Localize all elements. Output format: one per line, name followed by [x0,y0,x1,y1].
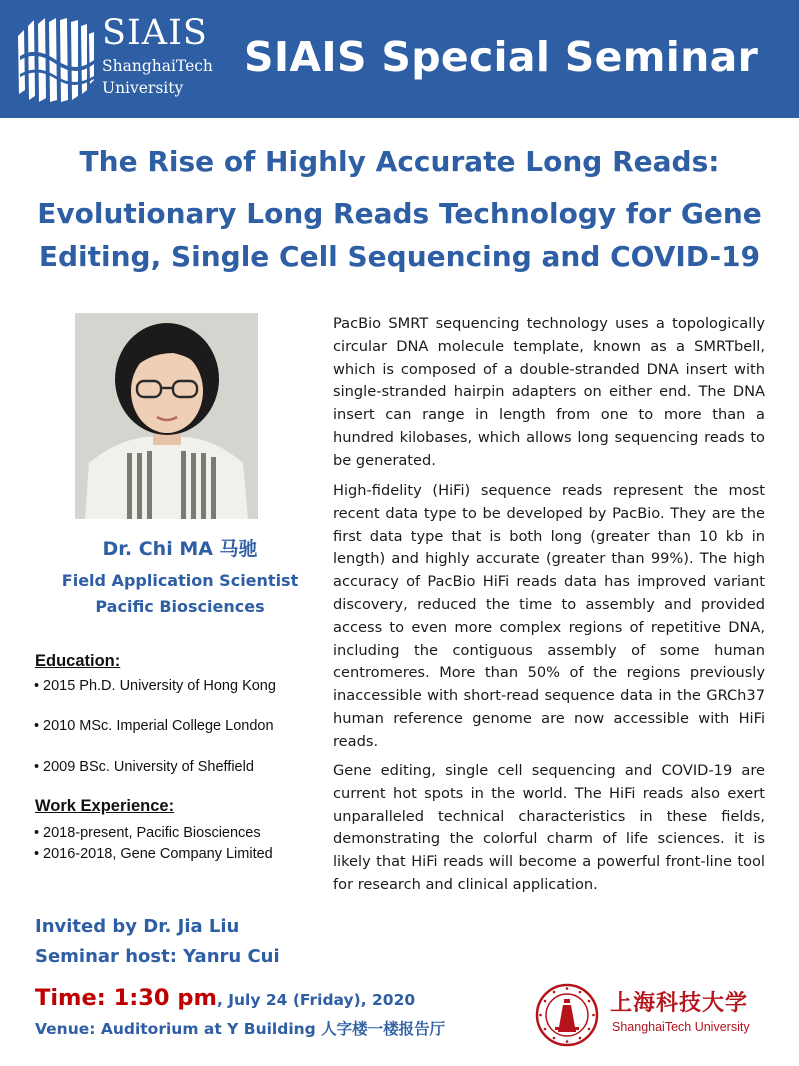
work-item: • 2018-present, Pacific Biosciences [34,825,261,841]
abstract-paragraph-3: Gene editing, single cell sequencing and COVID-19 are current hot spots in the world. The HiFi reads also exert unparalleled technical characteristics in these fields, demonstrating the colorful charm of life sciences. it is likely that HiFi reads will become a powerful front-line tool for research and clinical application. [333,762,765,893]
event-time [35,983,415,1015]
university-name-en: ShanghaiTech University [612,1020,750,1034]
time-label: Time: 1:30 pm [35,985,217,1011]
talk-title-line-1: The Rise of Highly Accurate Long Reads: [79,145,720,178]
work-item: • 2016-2018, Gene Company Limited [34,846,273,862]
siais-logo-icon [16,16,94,102]
bullet-icon: • [34,718,40,734]
university-name-cn: 上海科技大学 [610,991,749,1016]
logo-subtitle-1: ShanghaiTech [102,57,213,75]
bullet-icon: • [34,678,40,694]
education-item: • 2015 Ph.D. University of Hong Kong [34,678,276,694]
talk-title-line-3: Editing, Single Cell Sequencing and COVID-19 [38,240,761,273]
education-heading: Education: [35,652,121,670]
education-item: • 2009 BSc. University of Sheffield [34,759,254,775]
work-experience-heading: Work Experience: [35,797,175,815]
bullet-icon: • [34,759,40,775]
seminar-title: SIAIS Special Seminar [244,33,759,81]
event-date: , July 24 (Friday), 2020 [216,991,416,1009]
abstract-paragraph-1: PacBio SMRT sequencing technology uses a topologically circular DNA molecule template, known as a SMRTbell, which is composed of a double-stranded DNA insert with single-stranded hairpin adapters on either end. The DNA insert can range in length from one to more than a hundred kilobases, which allows long sequencing reads to be generated. [333,315,765,469]
event-venue: Venue: Auditorium at Y Building 人字楼一楼报告厅 [35,1020,446,1038]
seminar-host: Seminar host: Yanru Cui [35,946,280,967]
logo-name: SIAIS [102,13,208,53]
speaker-role: Field Application Scientist [61,571,299,590]
invited-by: Invited by Dr. Jia Liu [35,916,240,937]
logo-subtitle-2: University [102,79,184,97]
education-item: • 2010 MSc. Imperial College London [34,718,274,734]
bullet-icon: • [34,825,40,841]
speaker-name: Dr. Chi MA 马驰 [102,538,258,560]
university-seal-icon [535,983,599,1047]
speaker-portrait-icon [75,313,258,519]
talk-title-line-2: Evolutionary Long Reads Technology for Gene [37,197,762,230]
header-banner [0,0,799,118]
speaker-photo [75,313,258,519]
bullet-icon: • [34,846,40,862]
abstract-paragraph-2: High-fidelity (HiFi) sequence reads represent the most recent data type to be developed by PacBio. They are the first data type that is both long (greater than 10 kb in length) and highly accurate (greater than 99%). The high accuracy of PacBio HiFi reads data has improved variant discovery, reduced the time to assembly and provided access to even more complex regions of repetitive DNA, including the contiguous assembly of some human centromeres. More than 50% of the regions previously inaccessible with short-read sequence data in the GRCh37 human reference genome are now accessible with HiFi reads. [333,482,765,750]
speaker-affiliation: Pacific Biosciences [95,597,265,616]
